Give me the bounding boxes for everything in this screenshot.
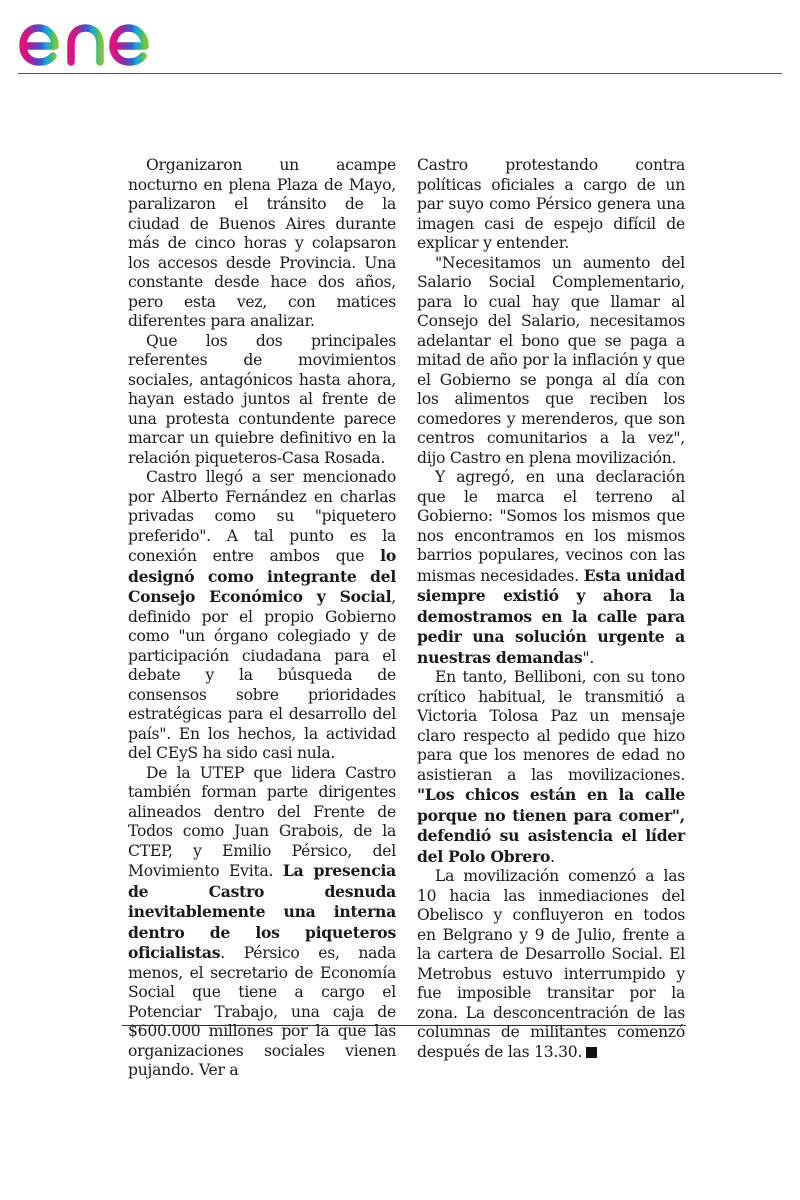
paragraph-text: . Pérsico es, nada menos, el secretario de Economía Social que tiene a cargo el Potenciar Trabajo, una caja de $600.000 millones por la que las organizaciones sociales vienen pujando. Ver a: [128, 944, 396, 1079]
paragraph-text: Castro llegó a ser mencionado por Alberto Fernández en charlas privadas como su "piquetero preferido". A tal punto es la conexión entre ambos que: [128, 468, 396, 565]
enel-logo-mark: [16, 4, 184, 68]
paragraph-text: Y agregó, en una declaración que le marca el terreno al Gobierno: "Somos los mismos que nos encontramos en los mismos barrios populares, vecinos con las mismas necesidades.: [417, 468, 685, 585]
paragraph-text: Que los dos principales referentes de movimientos sociales, antagónicos hasta ahora, hayan estado juntos al frente de una protesta contundente parece marcar un quiebre definitivo en la relación piqueteros-Casa Rosada.: [128, 331, 396, 467]
header-divider: [18, 73, 782, 74]
article-paragraph: [417, 668, 685, 867]
article-paragraph: [417, 254, 685, 469]
article-paragraph: [128, 156, 396, 332]
highlighted-text: "Los chicos están en la calle porque no tienen para comer", defendió su asistencia el líder del Polo Obrero: [417, 785, 685, 866]
paragraph-text: Organizaron un acampe nocturno en plena Plaza de Mayo, paralizaron el tránsito de la ciudad de Buenos Aires durante más de cinco horas y colapsaron los accesos desde Provincia. Una constante desde hace dos años, pero esta vez, con matices diferentes para analizar.: [128, 156, 396, 330]
article-paragraph: [417, 867, 685, 1062]
enel-logo: [16, 4, 184, 68]
paragraph-text: .: [550, 847, 555, 866]
end-of-article-mark: [586, 1047, 597, 1058]
paragraph-text: "Necesitamos un aumento del Salario Social Complementario, para lo cual hay que llamar al Consejo del Salario, necesitamos adelantar el bono que se paga a mitad de año por la inflación y que el Gobierno se ponga al día con los alimentos que reciben los comedores y merenderos, que son centros comunitarios a la vez", dijo Castro en plena movilización.: [417, 253, 685, 467]
paragraph-text: Castro protestando contra políticas oficiales a cargo de un par suyo como Pérsico genera una imagen casi de espejo difícil de explicar y entender.: [417, 156, 685, 252]
highlighted-text: lo designó como integrante del Consejo Económico y Social: [128, 546, 396, 606]
article-column-left: [128, 156, 396, 1081]
article-paragraph: [128, 468, 396, 764]
paragraph-text: , definido por el propio Gobierno como "un órgano colegiado y de participación ciudadana para el debate y la búsqueda de consensos sobre prioridades estratégicas para el desarrollo del país". En los hechos, la actividad del CEyS ha sido casi nula.: [128, 588, 396, 762]
highlighted-text: Esta unidad siempre existió y ahora la demostramos en la calle para pedir una solución urgente a nuestras demandas: [417, 565, 685, 667]
article-bottom-rule: [122, 1025, 686, 1026]
article-paragraph: [417, 156, 685, 254]
paragraph-text: ".: [582, 648, 595, 667]
article-column-right: [417, 156, 685, 1062]
highlighted-text: La presencia de Castro desnuda inevitablemente una interna dentro de los piqueteros oficialistas: [128, 861, 396, 962]
article-paragraph: [128, 332, 396, 469]
paragraph-text: De la UTEP que lidera Castro también forman parte dirigentes alineados dentro del Frente de Todos como Juan Grabois, de la CTEP, y Emilio Pérsico, del Movimiento Evita.: [128, 763, 396, 880]
article-paragraph: [417, 468, 685, 668]
paragraph-text: La movilización comenzó a las 10 hacia las inmediaciones del Obelisco y confluyeron en todos en Belgrano y 9 de Julio, frente a la cartera de Desarrollo Social. El Metrobus estuvo interrumpido y fue imposible transitar por la zona. La desconcentración de las columnas de militantes comenzó después de las 13.30.: [417, 867, 685, 1061]
paragraph-text: En tanto, Belliboni, con su tono crítico habitual, le transmitió a Victoria Tolosa Paz un mensaje claro respecto al pedido que hizo para que los menores de edad no asistieran a las movilizaciones.: [417, 668, 685, 784]
article-paragraph: [128, 764, 396, 1081]
